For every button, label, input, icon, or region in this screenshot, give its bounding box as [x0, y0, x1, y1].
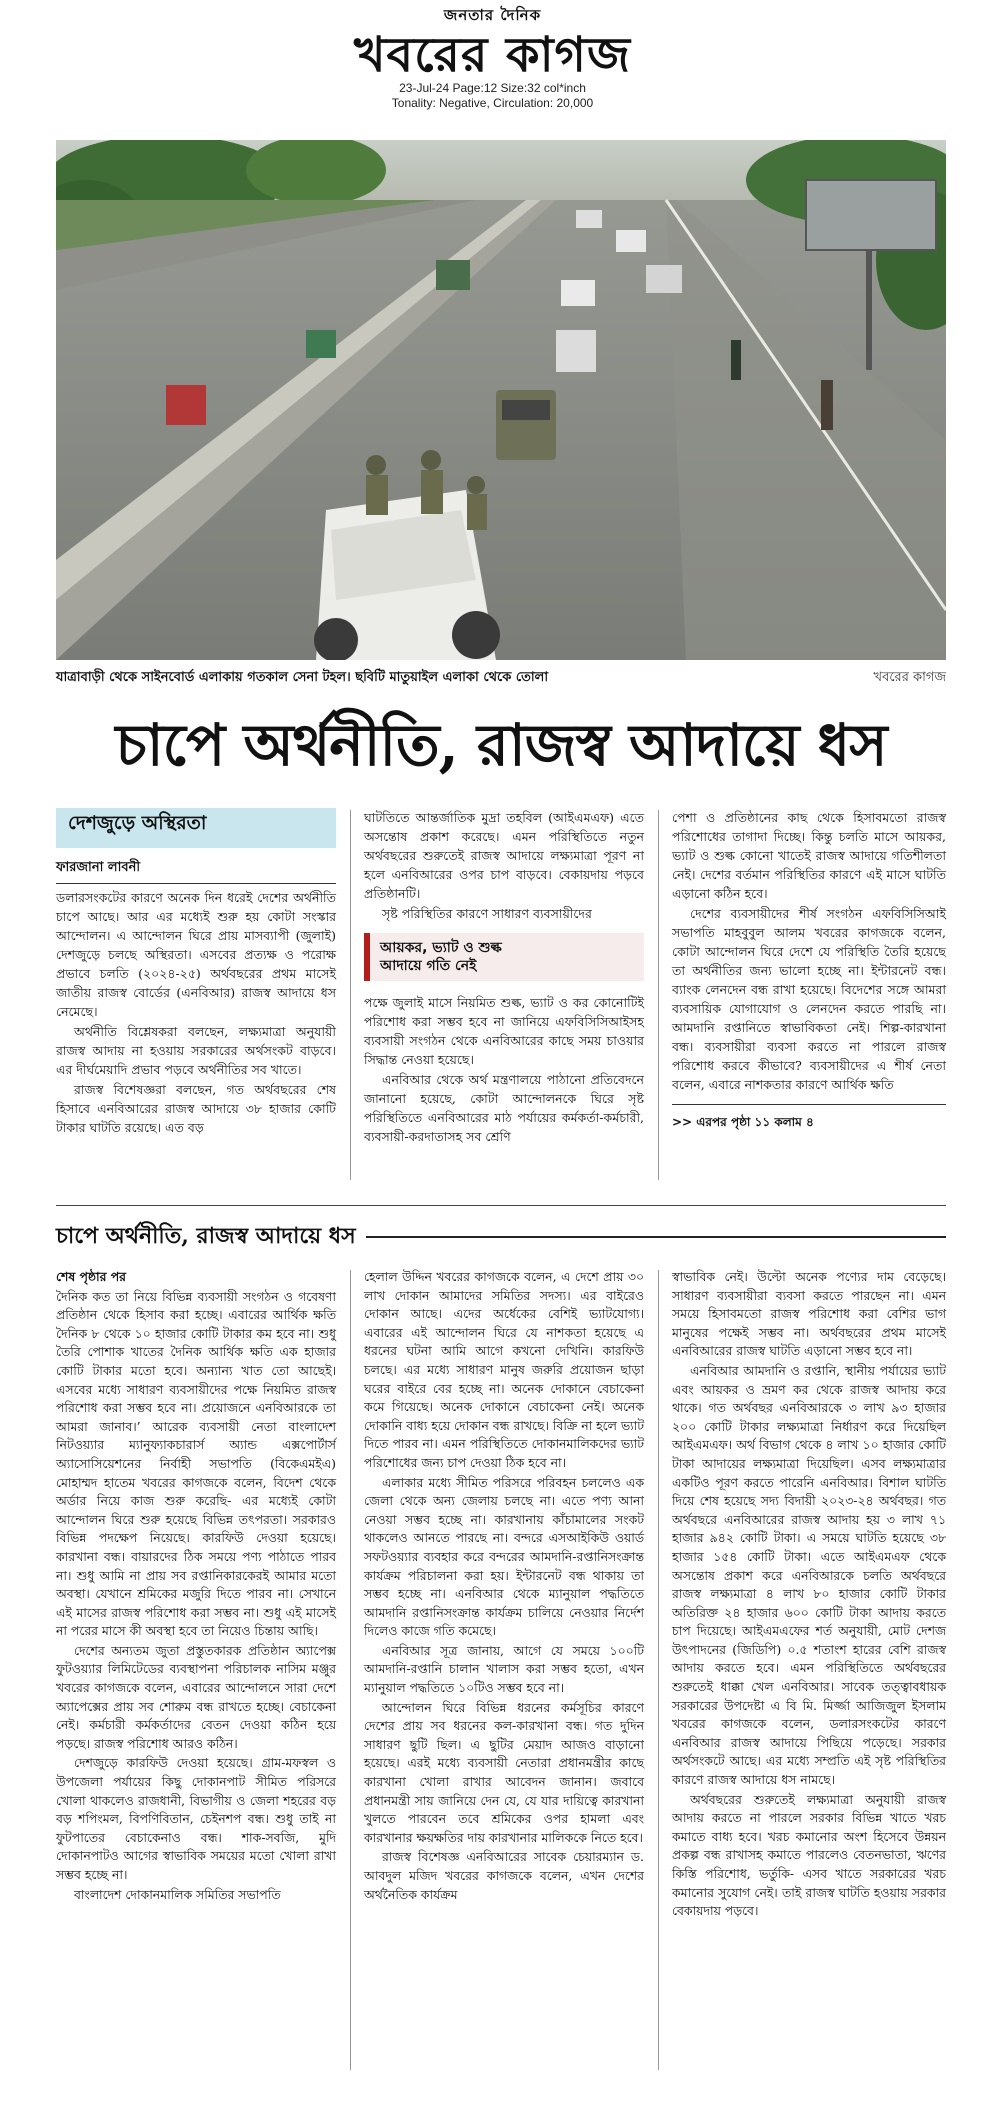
photo-caption — [56, 668, 946, 689]
story-column-3 — [672, 808, 946, 1132]
paragraph: দেশজুড়ে কারফিউ দেওয়া হয়েছে। গ্রাম-মফস্বল ও উপজেলা পর্যায়ের কিছু দোকানপাট সীমিত পরিসরে খোলা থাকলেও রাজধানী, বিভাগীয় ও জেলা শহরের বড় বড় শপিংমল, বিপণিবিতান, চেইনশপ বন্ধ। শুধু তাই না ফুটপাতের বেচাকেনাও বন্ধ। শাক-সবজি, মুদি দোকানপাটও আগের স্বাভাবিক সময়ের মতো খোলা রাখা সম্ভব হচ্ছে না। — [56, 1755, 336, 1882]
paragraph: আন্দোলন ঘিরে বিভিন্ন ধরনের কর্মসূচির কারণে দেশের প্রায় সব ধরনের কল-কারখানা বন্ধ। গত দুদিন সাধারণ ছুটি ছিল। এ ছুটির মেয়াদ আজও বাড়ানো হয়েছে। এরই মধ্যে ব্যবসায়ী নেতারা প্রধানমন্ত্রীর কাছে কারখানা খোলা রাখার আবেদন জানান। জবাবে প্রধানমন্ত্রী সায় জানিয়ে দেন যে, যে যার দায়িত্বে কারখানা খুলতে পারবেন তবে শ্রমিকের ওপর হামলা এবং কারখানার ক্ষয়ক্ষতির দায় কারখানার মালিককে নিতে হবে। — [364, 1699, 644, 1845]
pull-quote — [364, 933, 644, 981]
column-divider — [658, 1270, 659, 2070]
column-divider — [350, 1270, 351, 2070]
paragraph: হেলাল উদ্দিন খবরের কাগজকে বলেন, এ দেশে প্রায় ৩০ লাখ দোকান আমাদের সমিতির সদস্য। এর বাইরেও দোকান আছে। এদের অর্ধেকের বেশিই ভ্যাটযোগ্য। এবারের এই আন্দোলন ঘিরে যে নাশকতা হয়েছে এ ধরনের ঘটনা আমি আগে কখনো দেখিনি। কারফিউ চলছে। এর মধ্যে সাধারণ মানুষ জরুরি প্রয়োজন ছাড়া ঘরের বাইরে বের হচ্ছে না। অনেক দোকানে বেচাকেনা কমে গিয়েছে। অনেক দোকানে বেচাকেনা নেই। অনেক দোকানি বাধ্য হয়ে দোকান বন্ধ রাখছে। বিক্রি না হলে ভ্যাট দিতে পারব না। এমন পরিস্থিতিতে দোকানমালিকদের ভ্যাট পরিশোধের জন্য চাপ দেওয়া ঠিক হবে না। — [364, 1269, 644, 1470]
paragraph: সৃষ্ট পরিস্থিতির কারণে সাধারণ ব্যবসায়ীদের — [382, 906, 592, 921]
photo-caption-text: যাত্রাবাড়ী থেকে সাইনবোর্ড এলাকায় গতকাল সেনা টহল। ছবিটি মাতুয়াইল এলাকা থেকে তোলা — [56, 670, 549, 685]
paragraph: পক্ষে জুলাই মাসে নিয়মিত শুল্ক, ভ্যাট ও কর কোনোটিই পরিশোধ করা সম্ভব হবে না জানিয়ে এফবিসিসিআইসহ ব্যবসায়ী সংগঠন থেকে এনবিআরের কাছে সময় চাওয়ার সিদ্ধান্ত নেওয়া হয়েছে। — [364, 995, 644, 1067]
newspaper-name: খবরের কাগজ — [354, 27, 631, 83]
photo-credit: খবরের কাগজ — [873, 670, 946, 685]
column-divider — [350, 810, 351, 1180]
paragraph: পেশা ও প্রতিষ্ঠানের কাছ থেকে হিসাবমতো রাজস্ব পরিশোধের তাগাদা দিচ্ছে। কিন্তু চলতি মাসে আয়কর, ভ্যাট ও শুল্ক কোনো খাতেই রাজস্ব আদায়ে গতিশীলতা নেই। দেশের বর্তমান পরিস্থিতির কারণে এই মাসে ঘাটতি এড়ানো কঠিন হবে। — [672, 810, 946, 901]
pull-quote-line1: আয়কর, ভ্যাট ও শুল্ক — [380, 940, 502, 956]
clip-meta-line1: 23-Jul-24 Page:12 Size:32 col*inch — [399, 81, 586, 95]
paragraph: ঘাটতিতে আন্তর্জাতিক মুদ্রা তহবিল (আইএমএফ) এতে অসন্তোষ প্রকাশ করেছে। এমন পরিস্থিতিতে নতুন অর্থবছরের শুরুতেই রাজস্ব আদায়ে লক্ষ্যমাত্রা পূরণ না হলে এনবিআরের ওপর চাপ বাড়বে। বেকায়দায় পড়বে প্রতিষ্ঠানটি। — [364, 810, 644, 901]
paragraph: দেশের অন্যতম জুতা প্রস্তুতকারক প্রতিষ্ঠান অ্যাপেক্স ফুটওয়্যার লিমিটেডের ব্যবস্থাপনা পরিচালক নাসিম মঞ্জুর খবরের কাগজকে বলেন, এবারের আন্দোলনে সারা দেশে অ্যাপেক্সের প্রায় সব শোরুম বন্ধ রাখতে হচ্ছে। বেচাকেনা নেই। কর্মচারী কর্মকর্তাদের বেতন দেওয়া কঠিন হয়ে পড়ছে। রাজস্ব পরিশোধ আরও কঠিন। — [56, 1642, 336, 1751]
story-column-2 — [364, 808, 644, 1147]
byline: ফারজানা লাবনী — [56, 858, 336, 884]
continuation-column-3 — [672, 1268, 946, 1922]
topic-box: দেশজুড়ে অস্থিরতা — [56, 808, 336, 848]
section-rule — [56, 1205, 946, 1206]
jump-line: >> এরপর পৃষ্ঠা ১১ কলাম ৪ — [672, 1104, 946, 1132]
masthead — [0, 4, 985, 111]
continuation-column-1 — [56, 1268, 336, 1905]
paragraph: ডলারসংকটের কারণে অনেক দিন ধরেই দেশের অর্থনীতি চাপে আছে। আর এর মধ্যেই শুরু হয় কোটা সংস্কার আন্দোলন। এ আন্দোলন ঘিরে প্রায় মাসব্যাপী (জুলাই) দেশজুড়ে চলছে অস্থিরতা। এসবের প্রত্যক্ষ ও পরোক্ষ প্রভাবে চলতি (২০২৪-২৫) অর্থবছরের প্রথম মাসেই জাতীয় রাজস্ব বোর্ডের (এনবিআর) রাজস্ব আদায়ে ধস নেমেছে। — [56, 890, 336, 1019]
column-divider — [658, 810, 659, 1180]
story-column-1 — [56, 808, 336, 1138]
paragraph: রাজস্ব বিশেষজ্ঞরা বলছেন, গত অর্থবছরের শেষ হিসাবে এনবিআরের রাজস্ব আদায়ে ৩৮ হাজার কোটি টাকার ঘাটতি রয়েছে। এত বড় — [56, 1082, 336, 1135]
news-photo — [56, 140, 946, 660]
paragraph: এনবিআর সূত্র জানায়, আগে যে সময়ে ১০০টি আমদানি-রপ্তানি চালান খালাস করা সম্ভব হতো, এখন ম্যানুয়াল পদ্ধতিতে ১০টিও সম্ভব হবে না। — [364, 1642, 644, 1696]
clip-meta-line2: Tonality: Negative, Circulation: 20,000 — [391, 96, 594, 110]
continued-from-label: শেষ পৃষ্ঠার পর — [56, 1269, 126, 1284]
masthead-tagline: জনতার দৈনিক — [443, 6, 542, 24]
paragraph: এলাকার মধ্যে সীমিত পরিসরে পরিবহন চললেও এক জেলা থেকে অন্য জেলায় চলছে না। এতে পণ্য আনা নেওয়া সম্ভব হচ্ছে না। কারখানায় কাঁচামালের সংকট থাকলেও আনতে পারছে না। বন্দরে এসআইকিউ ওয়ার্ড সফটওয়্যার ব্যবহার করে বন্দরের আমদানি-রপ্তানিসংক্রান্ত কার্যক্রম পরিচালনা করা হয়। ইন্টারনেট বন্ধ থাকায় তা সম্ভব হচ্ছে না। এনবিআর থেকে ম্যানুয়াল পদ্ধতিতে আমদানি রপ্তানিসংক্রান্ত কার্যক্রম চালিয়ে নেওয়ার নির্দেশ দিলেও কাজে গতি কমেছে। — [364, 1474, 644, 1639]
paragraph: অর্থনীতি বিশ্লেষকরা বলছেন, লক্ষ্যমাত্রা অনুযায়ী রাজস্ব আদায় না হওয়ায় সরকারের অর্থসংকট বাড়বে। এর দীর্ঘমেয়াদি প্রভাব পড়বে অর্থনীতির সব খাতে। — [56, 1024, 336, 1077]
paragraph: রাজস্ব বিশেষজ্ঞ এনবিআরের সাবেক চেয়ারম্যান ড. আবদুল মজিদ খবরের কাগজকে বলেন, এখন দেশের অর্থনৈতিক কার্যক্রম — [364, 1849, 644, 1902]
main-headline: চাপে অর্থনীতি, রাজস্ব আদায়ে ধস — [115, 711, 887, 779]
paragraph: এনবিআর আমদানি ও রপ্তানি, স্থানীয় পর্যায়ের ভ্যাট এবং আয়কর ও ভ্রমণ কর থেকে রাজস্ব আদায় করে থাকে। গত অর্থবছর এনবিআরকে ৩ লাখ ৯৩ হাজার ২০০ কোটি টাকার লক্ষ্যমাত্রা নির্ধারণ করে দিয়েছিল আইএমএফ। অর্থ বিভাগ থেকে ৪ লাখ ১০ হাজার কোটি টাকা আদায়ের লক্ষ্যমাত্রা দিয়েছিল। এসব লক্ষ্যমাত্রার একটিও পূরণ করতে পারেনি এনবিআর। বিশাল ঘাটতি দিয়ে শেষ হয়েছে সদ্য বিদায়ী ২০২৩-২৪ অর্থবছর। গত অর্থবছরে এনবিআরের রাজস্ব আদায় হয় ৩ লাখ ৭১ হাজার ৯৪২ কোটি টাকা। এ সময়ে ঘাটতি হয়েছে ৩৮ হাজার ১৫৪ কোটি টাকা। এতে আইএমএফ থেকে অসন্তোষ প্রকাশ করে এনবিআরকে চলতি অর্থবছরে রাজস্ব লক্ষ্যমাত্রা ৪ লাখ ৮০ হাজার কোটি টাকার অতিরিক্ত ২৪ হাজার ৬০০ কোটি টাকা আদায় করতে চাপ দিয়েছে। আইএমএফের শর্ত অনুযায়ী, মোট দেশজ উৎপাদনের (জিডিপি) ০.৫ শতাংশ হারের বেশি রাজস্ব আদায় করতে হবে। এমন পরিস্থিতিতে অর্থবছরের শুরুতেই ধাক্কা খেল এনবিআর। সাবেক তত্ত্বাবধায়ক সরকারের উপদেষ্টা এ বি মি. মির্জ্জা আজিজুল ইসলাম খবরের কাগজকে বলেন, ডলারসংকটের কারণে এনবিআর রাজস্ব আদায়ে পিছিয়ে পড়েছে। সরকার অর্থসংকটে আছে। এর মধ্যে সম্প্রতি এই সৃষ্ট পরিস্থিতির কারণে রাজস্ব আদায়ে ধস নামছে। — [672, 1362, 946, 1788]
army-patrol-photo-illustration — [56, 140, 946, 660]
continuation-header — [56, 1222, 946, 1252]
paragraph: এনবিআর থেকে অর্থ মন্ত্রণালয়ে পাঠানো প্রতিবেদনে জানানো হয়েছে, কোটা আন্দোলনকে ঘিরে সৃষ্ট পরিস্থিতিতে এনবিআরের মাঠ পর্যায়ের কর্মকর্তা-কর্মচারী, ব্যবসায়ী-করদাতাসহ সব শ্রেণি — [364, 1072, 644, 1144]
paragraph: দেশের ব্যবসায়ীদের শীর্ষ সংগঠন এফবিসিসিআই সভাপতি মাহবুবুল আলম খবরের কাগজকে বলেন, কোটা আন্দোলন ঘিরে দেশে যে পরিস্থিতি তৈরি হয়েছে তা অর্থনীতির জন্য ভালো হচ্ছে না। ইন্টারনেট বন্ধ। ব্যাংক লেনদেন বন্ধ রাখা হয়েছে। বিদেশের সঙ্গে আমরা ব্যবসায়িক যোগাযোগ ও লেনদেন করতে পারছি না। আমদানি রপ্তানিতে স্বাভাবিকতা নেই। শিল্প-কারখানা বন্ধ। ব্যবসায়ীরা ব্যবসা করতে না পারলে রাজস্ব পরিশোধ করবে কীভাবে? ব্যবসায়ীদের এ শীর্ষ নেতা বলেন, এবারে নাশকতার কারণে আর্থিক ক্ষতি — [672, 906, 946, 1092]
paragraph: বাংলাদেশ দোকানমালিক সমিতির সভাপতি — [74, 1886, 281, 1902]
pull-quote-line2: আদায়ে গতি নেই — [380, 958, 477, 974]
paragraph: স্বাভাবিক নেই। উল্টো অনেক পণ্যের দাম বেড়েছে। সাধারণ ব্যবসায়ীরা ব্যবসা করতে পারছেন না। এমন সময়ে হিসাবমতো রাজস্ব পরিশোধ করা বেশির ভাগ মানুষের পক্ষেই সম্ভব না। অর্থবছরের প্রথম মাসেই এনবিআরের রাজস্ব ঘাটতি এড়ানো সম্ভব হবে না। — [672, 1269, 946, 1359]
continuation-title: চাপে অর্থনীতি, রাজস্ব আদায়ে ধস — [56, 1222, 356, 1249]
continuation-title-rule — [366, 1236, 946, 1238]
paragraph: দৈনিক কত তা নিয়ে বিভিন্ন ব্যবসায়ী সংগঠন ও গবেষণা প্রতিষ্ঠান থেকে হিসাব করা হচ্ছে। এবারের আর্থিক ক্ষতি দৈনিক ৮ থেকে ১০ হাজার কোটি টাকার কম হবে না। শুধু তৈরি পোশাক খাতের দৈনিক আর্থিক ক্ষতি এক হাজার কোটি টাকার মতো হবে। অন্যান্য খাত তো আছেই। এসবের মধ্যে সাধারণ ব্যবসায়ীদের পক্ষে নিয়মিত রাজস্ব পরিশোধ করা সম্ভব হবে না। প্রয়োজনে এনবিআরকে তা আমরা জানাব।’ আরেক ব্যবসায়ী নেতা বাংলাদেশ নিটওয়্যার ম্যানুফ্যাকচারার্স অ্যান্ড এক্সপোর্টার্স অ্যাসোসিয়েশনের নির্বাহী সভাপতি (বিকেএমইএ) মোহাম্মদ হাতেম খবরের কাগজকে বলেন, বিদেশ থেকে অর্ডার নিয়ে কাজ শুরু করেছি- এর মধ্যেই কোটা আন্দোলন ঘিরে শুরু হয়েছে বিভিন্ন তৎপরতা। সরকারও বিভিন্ন পদক্ষেপ নিয়েছে। কারফিউ দেওয়া হয়েছে। কারখানা বন্ধ। বায়ারদের ঠিক সময়ে পণ্য পাঠাতে পারব না। শুধু আমি না প্রায় সব রপ্তানিকারকেরই আমার মতো অবস্থা। যেখানে শ্রমিকের মজুরি দিতে পারব না। সেখানে এই মাসের রাজস্ব পরিশোধ করা সম্ভব না। শুধু এই মাসেই না পরের মাসে কী অবস্থা হবে তা নিয়েও চিন্তায় আছি। — [56, 1288, 336, 1639]
continuation-column-2 — [364, 1268, 644, 1905]
paragraph: অর্থবছরের শুরুতেই লক্ষ্যমাত্রা অনুযায়ী রাজস্ব আদায় করতে না পারলে সরকার বিভিন্ন খাতে খরচ কমাতে বাধ্য হবে। খরচ কমানোর অংশ হিসেবে উন্নয়ন প্রকল্প বন্ধ রাখাসহ কমাতে পারলেও বেতনভাতা, ঋণের কিস্তি পরিশোধ, ভর্তুকি- এসব খাতে সরকারের খরচ কমানোর সুযোগ নেই। তাই রাজস্ব ঘাটতি হওয়ায় সরকার বেকায়দায় পড়বে। — [672, 1791, 946, 1919]
